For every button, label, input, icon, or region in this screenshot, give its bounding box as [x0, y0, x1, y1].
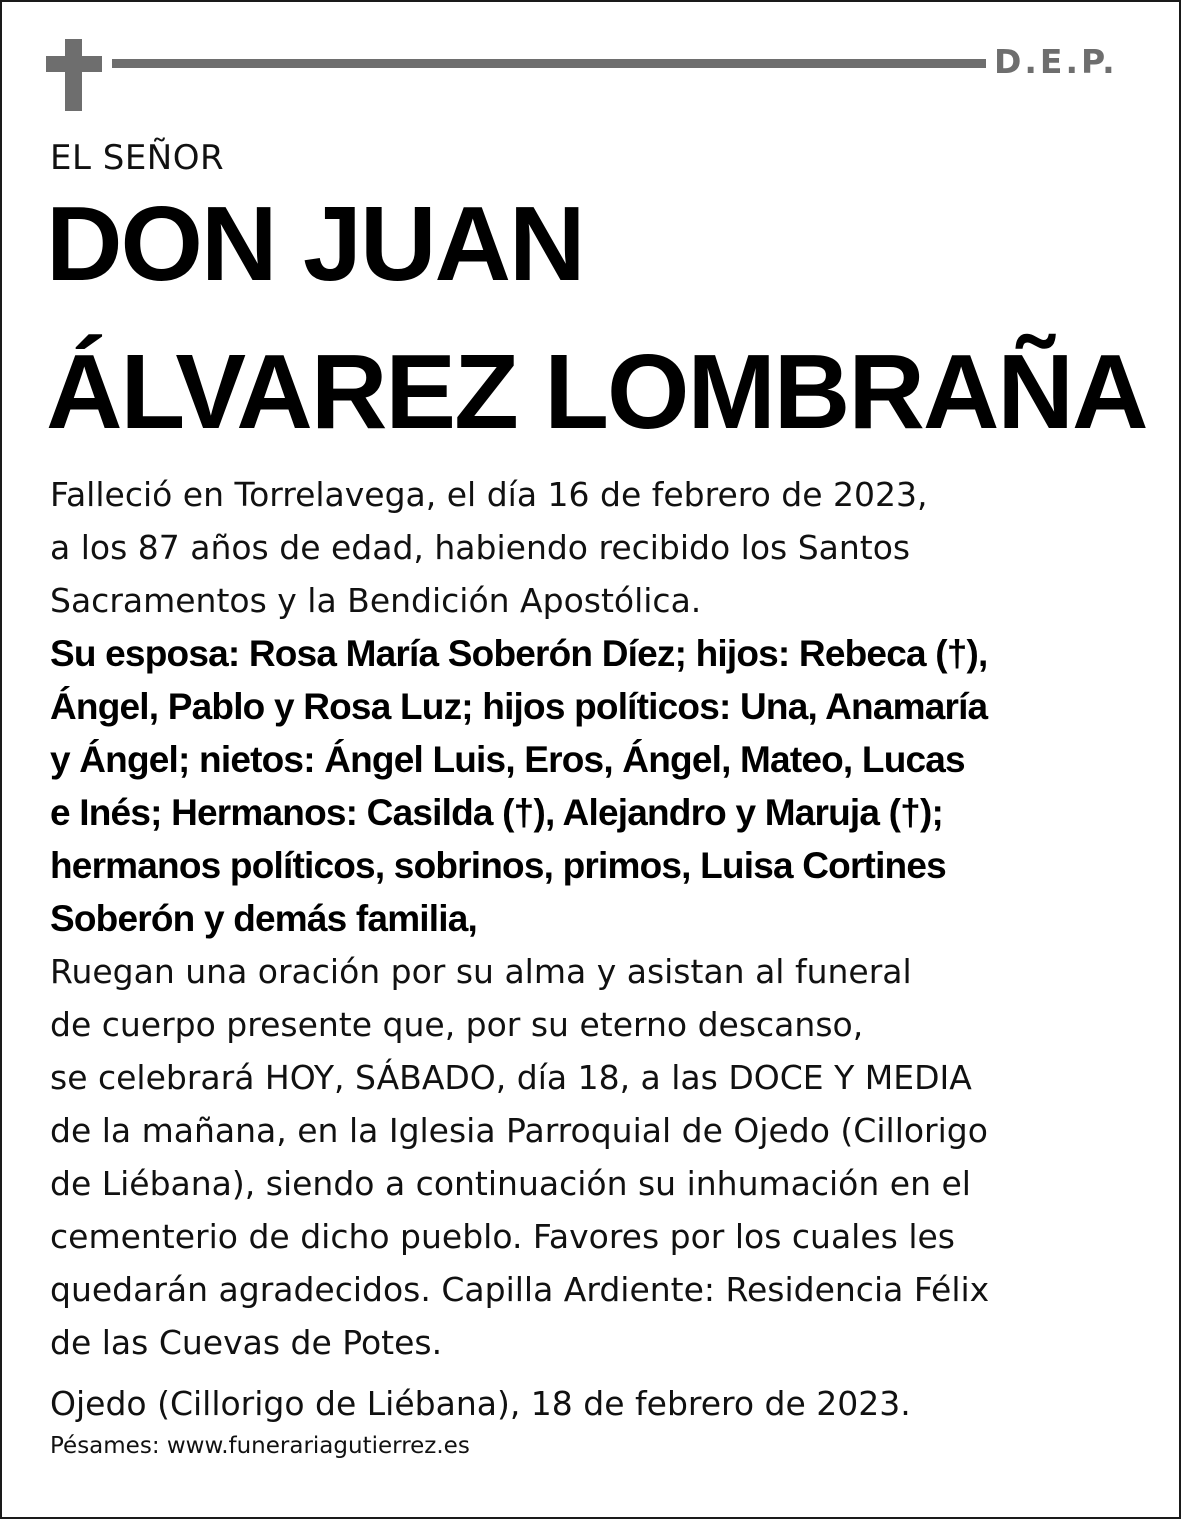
funeral-line: quedarán agradecidos. Capilla Ardiente: Residencia Félix: [50, 1270, 990, 1309]
family-line: e Inés; Hermanos: Casilda (†), Alejandro y Maruja (†);: [50, 792, 944, 833]
family-line: Su esposa: Rosa María Soberón Díez; hijos: Rebeca (†),: [50, 633, 988, 674]
family-line: y Ángel; nietos: Ángel Luis, Eros, Ángel, Mateo, Lucas: [50, 739, 965, 780]
notice-body: [50, 468, 1160, 1462]
cross-icon: [46, 39, 102, 111]
funeral-line: Ruegan una oración por su alma y asistan al funeral: [50, 952, 912, 991]
family-paragraph: [50, 627, 1160, 945]
header-rule: [112, 59, 986, 68]
death-paragraph: [50, 468, 1160, 627]
place-date: Ojedo (Cillorigo de Liébana), 18 de febrero de 2023.: [50, 1384, 911, 1423]
dep-label: D.E.P.: [994, 42, 1118, 81]
death-line: Sacramentos y la Bendición Apostólica.: [50, 581, 702, 620]
family-line: Soberón y demás familia,: [50, 898, 478, 939]
death-line: Falleció en Torrelavega, el día 16 de febrero de 2023,: [50, 475, 928, 514]
funeral-line: cementerio de dicho pueblo. Favores por los cuales les: [50, 1217, 955, 1256]
deceased-name-line-1: DON JUAN: [46, 185, 584, 303]
honorific-prefix: EL SEÑOR: [50, 138, 225, 178]
funeral-paragraph: [50, 945, 1160, 1369]
funeral-line: de Liébana), siendo a continuación su inhumación en el: [50, 1164, 971, 1203]
family-line: hermanos políticos, sobrinos, primos, Luisa Cortines: [50, 845, 946, 886]
condolences-link[interactable]: Pésames: www.funerariagutierrez.es: [50, 1433, 470, 1459]
funeral-line: de las Cuevas de Potes.: [50, 1323, 443, 1362]
death-line: a los 87 años de edad, habiendo recibido los Santos: [50, 528, 911, 567]
funeral-line: de cuerpo presente que, por su eterno descanso,: [50, 1005, 864, 1044]
deceased-name-line-2: ÁLVAREZ LOMBRAÑA: [46, 333, 1147, 451]
funeral-line: de la mañana, en la Iglesia Parroquial de Ojedo (Cillorigo: [50, 1111, 988, 1150]
funeral-line: se celebrará HOY, SÁBADO, día 18, a las DOCE Y MEDIA: [50, 1058, 972, 1097]
family-line: Ángel, Pablo y Rosa Luz; hijos políticos: Una, Anamaría: [50, 686, 988, 727]
